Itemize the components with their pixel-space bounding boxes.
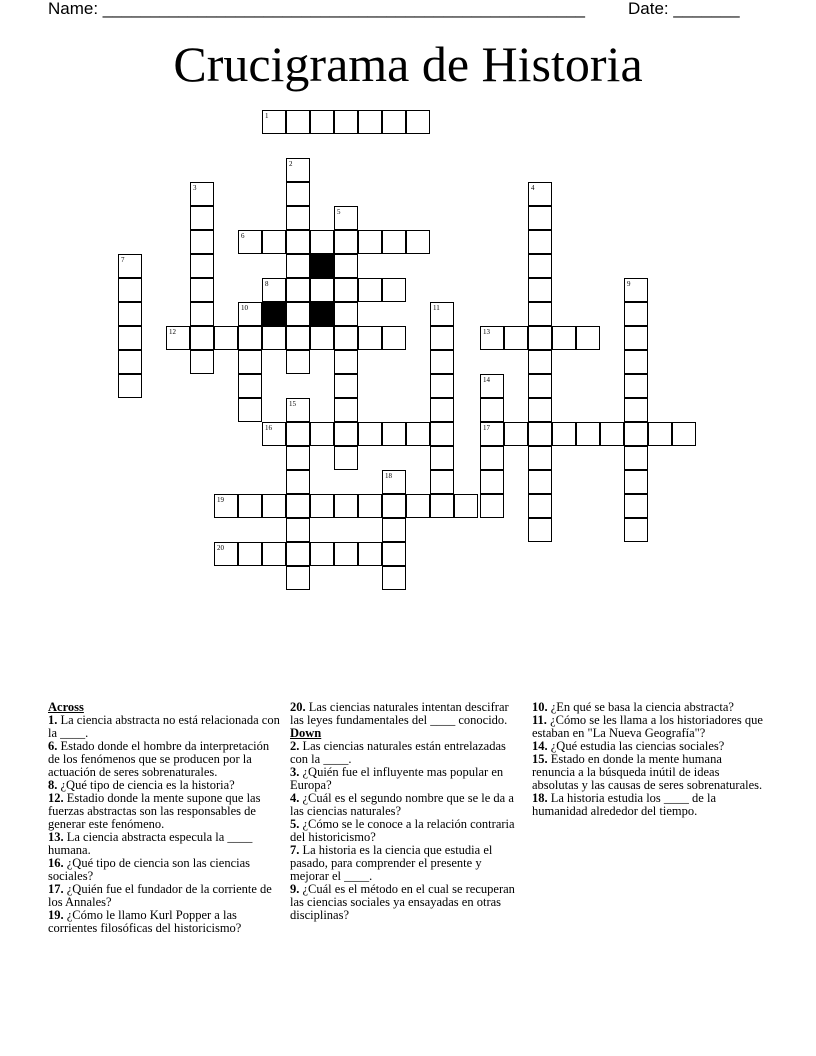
crossword-cell[interactable] bbox=[118, 326, 142, 350]
clues-column-2 bbox=[290, 701, 516, 922]
clue-number: 18 bbox=[385, 472, 392, 480]
crossword-cell[interactable] bbox=[624, 302, 648, 326]
crossword-cell[interactable] bbox=[118, 302, 142, 326]
crossword-cell[interactable] bbox=[406, 230, 430, 254]
crossword-cell[interactable] bbox=[624, 494, 648, 518]
clue-number: 16 bbox=[265, 424, 272, 432]
crossword-cell[interactable] bbox=[382, 542, 406, 566]
crossword-cell[interactable] bbox=[480, 326, 504, 350]
crossword-cell[interactable] bbox=[528, 230, 552, 254]
clue-number: 6 bbox=[241, 232, 245, 240]
crossword-cell[interactable] bbox=[552, 326, 576, 350]
crossword-cell[interactable] bbox=[286, 302, 310, 326]
crossword-cell[interactable] bbox=[286, 494, 310, 518]
clue-item bbox=[290, 818, 516, 844]
crossword-cell[interactable] bbox=[648, 422, 672, 446]
crossword-cell[interactable] bbox=[480, 398, 504, 422]
crossword-cell[interactable] bbox=[480, 470, 504, 494]
clue-number: 13 bbox=[483, 328, 490, 336]
crossword-cell[interactable] bbox=[382, 518, 406, 542]
crossword-cell[interactable] bbox=[286, 254, 310, 278]
clue-text: La historia es la ciencia que estudia el pasado, para comprender el presente y mejorar el ____. bbox=[290, 843, 493, 883]
crossword-cell[interactable] bbox=[382, 470, 406, 494]
crossword-cell[interactable] bbox=[334, 398, 358, 422]
crossword-cell[interactable] bbox=[528, 182, 552, 206]
crossword-cell[interactable] bbox=[552, 422, 576, 446]
crossword-cell[interactable] bbox=[190, 350, 214, 374]
down-heading: Down bbox=[290, 726, 322, 740]
clue-text: Estadio donde la mente supone que las fuerzas abstractas son las responsables de generar este fenómeno. bbox=[48, 791, 261, 831]
clue-item bbox=[290, 792, 516, 818]
crossword-cell[interactable] bbox=[480, 494, 504, 518]
crossword-cell[interactable] bbox=[430, 494, 454, 518]
across-clue-list bbox=[48, 714, 280, 935]
clues-column-3 bbox=[532, 701, 764, 818]
crossword-cell[interactable] bbox=[382, 566, 406, 590]
crossword-cell[interactable] bbox=[430, 350, 454, 374]
crossword-cell[interactable] bbox=[334, 542, 358, 566]
clue-item bbox=[532, 753, 764, 792]
clue-text: ¿Cómo le llamo Kurl Popper a las corrientes filosóficas del historicismo? bbox=[48, 908, 242, 935]
clue-number: 11 bbox=[433, 304, 440, 312]
name-field[interactable]: Name: ___________________________________________________ bbox=[48, 0, 585, 18]
crossword-cell[interactable] bbox=[358, 542, 382, 566]
crossword-cell[interactable] bbox=[504, 326, 528, 350]
crossword-cell[interactable] bbox=[480, 422, 504, 446]
clue-number: 2 bbox=[289, 160, 293, 168]
crossword-cell[interactable] bbox=[238, 350, 262, 374]
crossword-cell[interactable] bbox=[310, 494, 334, 518]
down-clue-list bbox=[290, 740, 516, 922]
crossword-cell[interactable] bbox=[528, 326, 552, 350]
clue-number-label: 8. bbox=[48, 778, 58, 792]
crossword-cell[interactable] bbox=[358, 326, 382, 350]
crossword-cell[interactable] bbox=[286, 206, 310, 230]
clue-number-label: 20. bbox=[290, 700, 306, 714]
crossword-cell[interactable] bbox=[624, 398, 648, 422]
clue-number-label: 5. bbox=[290, 817, 300, 831]
crossword-cell[interactable] bbox=[262, 494, 286, 518]
crossword-cell[interactable] bbox=[528, 278, 552, 302]
crossword-cell[interactable] bbox=[624, 278, 648, 302]
crossword-cell[interactable] bbox=[334, 302, 358, 326]
crossword-cell[interactable] bbox=[382, 110, 406, 134]
clue-item bbox=[290, 844, 516, 883]
clue-item bbox=[48, 792, 280, 831]
crossword-cell[interactable] bbox=[430, 422, 454, 446]
clue-number-label: 10. bbox=[532, 700, 548, 714]
crossword-cell[interactable] bbox=[430, 326, 454, 350]
crossword-cell[interactable] bbox=[334, 110, 358, 134]
clue-item bbox=[48, 883, 280, 909]
clue-text: ¿Quién fue el influyente mas popular en Europa? bbox=[290, 765, 504, 792]
crossword-cell[interactable] bbox=[528, 206, 552, 230]
date-field[interactable]: Date: _______ bbox=[628, 0, 740, 18]
crossword-cell[interactable] bbox=[214, 542, 238, 566]
crossword-cell[interactable] bbox=[190, 254, 214, 278]
crossword-cell[interactable] bbox=[286, 398, 310, 422]
crossword-cell[interactable] bbox=[528, 302, 552, 326]
crossword-cell[interactable] bbox=[528, 518, 552, 542]
crossword-cell[interactable] bbox=[528, 422, 552, 446]
black-square bbox=[262, 302, 286, 326]
clue-number: 7 bbox=[121, 256, 125, 264]
crossword-cell[interactable] bbox=[358, 230, 382, 254]
clue-number: 17 bbox=[483, 424, 490, 432]
clue-number-label: 1. bbox=[48, 713, 58, 727]
crossword-cell[interactable] bbox=[118, 254, 142, 278]
black-square bbox=[310, 254, 334, 278]
crossword-cell[interactable] bbox=[334, 230, 358, 254]
clue-number-label: 19. bbox=[48, 908, 64, 922]
crossword-cell[interactable] bbox=[286, 566, 310, 590]
crossword-cell[interactable] bbox=[624, 374, 648, 398]
crossword-cell[interactable] bbox=[262, 278, 286, 302]
clue-text: Estado donde el hombre da interpretación de los fenómenos que se producen por la actuación de seres sobrenaturales. bbox=[48, 739, 270, 779]
crossword-cell[interactable] bbox=[286, 182, 310, 206]
crossword-cell[interactable] bbox=[406, 494, 430, 518]
crossword-cell[interactable] bbox=[358, 110, 382, 134]
clue-item bbox=[532, 714, 764, 740]
page-title: Crucigrama de Historia bbox=[173, 36, 643, 92]
crossword-cell[interactable] bbox=[406, 110, 430, 134]
crossword-cell[interactable] bbox=[286, 422, 310, 446]
crossword-cell[interactable] bbox=[528, 350, 552, 374]
crossword-cell[interactable] bbox=[504, 422, 528, 446]
crossword-cell[interactable] bbox=[190, 278, 214, 302]
clue-number: 15 bbox=[289, 400, 296, 408]
crossword-cell[interactable] bbox=[672, 422, 696, 446]
across-heading: Across bbox=[48, 700, 84, 714]
crossword-cell[interactable] bbox=[430, 470, 454, 494]
crossword-cell[interactable] bbox=[286, 470, 310, 494]
clue-number: 8 bbox=[265, 280, 269, 288]
clue-item bbox=[290, 766, 516, 792]
crossword-cell[interactable] bbox=[118, 374, 142, 398]
crossword-cell[interactable] bbox=[286, 350, 310, 374]
crossword-cell[interactable] bbox=[334, 350, 358, 374]
crossword-cell[interactable] bbox=[334, 422, 358, 446]
crossword-cell[interactable] bbox=[430, 374, 454, 398]
crossword-cell[interactable] bbox=[214, 326, 238, 350]
crossword-cell[interactable] bbox=[624, 470, 648, 494]
crossword-cell[interactable] bbox=[286, 518, 310, 542]
clue-number-label: 18. bbox=[532, 791, 548, 805]
crossword-cell[interactable] bbox=[286, 542, 310, 566]
crossword-cell[interactable] bbox=[286, 110, 310, 134]
crossword-cell[interactable] bbox=[310, 110, 334, 134]
clue-text: La ciencia abstracta especula la ____ humana. bbox=[48, 830, 253, 857]
clues-column-1 bbox=[48, 701, 280, 935]
clue-number: 9 bbox=[627, 280, 631, 288]
clue-number: 12 bbox=[169, 328, 176, 336]
crossword-cell[interactable] bbox=[286, 446, 310, 470]
crossword-cell[interactable] bbox=[334, 374, 358, 398]
crossword-cell[interactable] bbox=[190, 230, 214, 254]
crossword-cell[interactable] bbox=[430, 446, 454, 470]
clue-number-label: 12. bbox=[48, 791, 64, 805]
across-clue-list-continued bbox=[290, 701, 516, 727]
crossword-cell[interactable] bbox=[382, 494, 406, 518]
crossword-cell[interactable] bbox=[262, 110, 286, 134]
crossword-cell[interactable] bbox=[334, 206, 358, 230]
crossword-cell[interactable] bbox=[286, 326, 310, 350]
crossword-cell[interactable] bbox=[310, 230, 334, 254]
crossword-cell[interactable] bbox=[430, 398, 454, 422]
crossword-cell[interactable] bbox=[238, 542, 262, 566]
crossword-cell[interactable] bbox=[382, 278, 406, 302]
crossword-cell[interactable] bbox=[118, 278, 142, 302]
crossword-cell[interactable] bbox=[190, 182, 214, 206]
clue-text: ¿Cómo se le conoce a la relación contraria del historicismo? bbox=[290, 817, 515, 844]
black-square bbox=[310, 302, 334, 326]
crossword-cell[interactable] bbox=[624, 326, 648, 350]
clue-number-label: 7. bbox=[290, 843, 300, 857]
crossword-cell[interactable] bbox=[166, 326, 190, 350]
crossword-cell[interactable] bbox=[310, 542, 334, 566]
crossword-cell[interactable] bbox=[576, 326, 600, 350]
crossword-cell[interactable] bbox=[576, 422, 600, 446]
crossword-cell[interactable] bbox=[262, 230, 286, 254]
clue-item bbox=[290, 740, 516, 766]
clue-text: La ciencia abstracta no está relacionada con la ____. bbox=[48, 713, 280, 740]
clue-item bbox=[48, 909, 280, 935]
crossword-cell[interactable] bbox=[190, 326, 214, 350]
clue-number: 4 bbox=[531, 184, 535, 192]
crossword-cell[interactable] bbox=[382, 230, 406, 254]
crossword-cell[interactable] bbox=[334, 494, 358, 518]
crossword-cell[interactable] bbox=[430, 302, 454, 326]
clue-item bbox=[48, 831, 280, 857]
crossword-cell[interactable] bbox=[190, 302, 214, 326]
crossword-cell[interactable] bbox=[286, 230, 310, 254]
crossword-cell[interactable] bbox=[334, 446, 358, 470]
crossword-cell[interactable] bbox=[286, 158, 310, 182]
clue-number: 3 bbox=[193, 184, 197, 192]
crossword-cell[interactable] bbox=[358, 278, 382, 302]
crossword-cell[interactable] bbox=[528, 446, 552, 470]
clue-text: Las ciencias naturales están entrelazadas con la ____. bbox=[290, 739, 506, 766]
crossword-cell[interactable] bbox=[238, 230, 262, 254]
clue-number-label: 6. bbox=[48, 739, 58, 753]
crossword-cell[interactable] bbox=[238, 326, 262, 350]
clue-number-label: 3. bbox=[290, 765, 300, 779]
clue-text: ¿En qué se basa la ciencia abstracta? bbox=[547, 700, 734, 714]
crossword-cell[interactable] bbox=[334, 254, 358, 278]
crossword-cell[interactable] bbox=[358, 494, 382, 518]
clue-number-label: 4. bbox=[290, 791, 300, 805]
down-clue-list-continued bbox=[532, 701, 764, 818]
clue-number-label: 13. bbox=[48, 830, 64, 844]
crossword-cell[interactable] bbox=[528, 494, 552, 518]
crossword-cell[interactable] bbox=[358, 422, 382, 446]
crossword-cell[interactable] bbox=[334, 278, 358, 302]
crossword-cell[interactable] bbox=[310, 422, 334, 446]
clue-number-label: 14. bbox=[532, 739, 548, 753]
crossword-cell[interactable] bbox=[454, 494, 478, 518]
crossword-cell[interactable] bbox=[528, 374, 552, 398]
clue-item bbox=[48, 714, 280, 740]
clue-text: ¿Cómo se les llama a los historiadores que estaban en "La Nueva Geografía"? bbox=[532, 713, 763, 740]
clue-number-label: 16. bbox=[48, 856, 64, 870]
crossword-cell[interactable] bbox=[624, 446, 648, 470]
clue-text: ¿Cuál es el método en el cual se recuperan las ciencias sociales ya ensayadas en otras disciplinas? bbox=[290, 882, 515, 922]
crossword-cell[interactable] bbox=[480, 446, 504, 470]
clue-text: ¿Quién fue el fundador de la corriente de los Annales? bbox=[48, 882, 272, 909]
crossword-cell[interactable] bbox=[262, 542, 286, 566]
crossword-cell[interactable] bbox=[310, 326, 334, 350]
clue-number-label: 15. bbox=[532, 752, 548, 766]
crossword-cell[interactable] bbox=[310, 278, 334, 302]
clue-text: Estado en donde la mente humana renuncia a la búsqueda inútil de ideas absolutas y las causas de seres sobrenaturales. bbox=[532, 752, 763, 792]
clue-number-label: 11. bbox=[532, 713, 547, 727]
clue-text: Las ciencias naturales intentan descifrar las leyes fundamentales del ____ conocido. bbox=[290, 700, 509, 727]
clue-number-label: 9. bbox=[290, 882, 300, 896]
clue-number-label: 2. bbox=[290, 739, 300, 753]
crossword-cell[interactable] bbox=[334, 326, 358, 350]
clue-item bbox=[290, 701, 516, 727]
crossword-cell[interactable] bbox=[528, 254, 552, 278]
crossword-cell[interactable] bbox=[286, 278, 310, 302]
crossword-cell[interactable] bbox=[238, 494, 262, 518]
crossword-cell[interactable] bbox=[118, 350, 142, 374]
clue-text: ¿Qué estudia las ciencias sociales? bbox=[547, 739, 725, 753]
crossword-cell[interactable] bbox=[238, 374, 262, 398]
crossword-cell[interactable] bbox=[190, 206, 214, 230]
crossword-cell[interactable] bbox=[406, 422, 430, 446]
crossword-cell[interactable] bbox=[382, 422, 406, 446]
crossword-cell[interactable] bbox=[624, 422, 648, 446]
clue-number: 5 bbox=[337, 208, 341, 216]
clue-number: 1 bbox=[265, 112, 269, 120]
clue-item bbox=[48, 857, 280, 883]
crossword-cell[interactable] bbox=[382, 326, 406, 350]
clue-text: ¿Qué tipo de ciencia son las ciencias sociales? bbox=[48, 856, 251, 883]
crossword-cell[interactable] bbox=[528, 398, 552, 422]
clue-number: 20 bbox=[217, 544, 224, 552]
crossword-cell[interactable] bbox=[624, 518, 648, 542]
crossword-cell[interactable] bbox=[214, 494, 238, 518]
clue-item bbox=[290, 883, 516, 922]
crossword-cell[interactable] bbox=[238, 398, 262, 422]
clue-item bbox=[48, 740, 280, 779]
clue-number: 14 bbox=[483, 376, 490, 384]
clue-text: ¿Cuál es el segundo nombre que se le da a las ciencias naturales? bbox=[290, 791, 514, 818]
clue-number: 10 bbox=[241, 304, 248, 312]
crossword-cell[interactable] bbox=[480, 374, 504, 398]
crossword-cell[interactable] bbox=[624, 350, 648, 374]
clue-number-label: 17. bbox=[48, 882, 64, 896]
crossword-cell[interactable] bbox=[238, 302, 262, 326]
clue-number: 19 bbox=[217, 496, 224, 504]
crossword-cell[interactable] bbox=[262, 326, 286, 350]
clue-text: ¿Qué tipo de ciencia es la historia? bbox=[57, 778, 235, 792]
crossword-cell[interactable] bbox=[600, 422, 624, 446]
clue-text: La historia estudia los ____ de la humanidad alrededor del tiempo. bbox=[532, 791, 716, 818]
crossword-cell[interactable] bbox=[528, 470, 552, 494]
clue-item bbox=[532, 792, 764, 818]
crossword-cell[interactable] bbox=[262, 422, 286, 446]
